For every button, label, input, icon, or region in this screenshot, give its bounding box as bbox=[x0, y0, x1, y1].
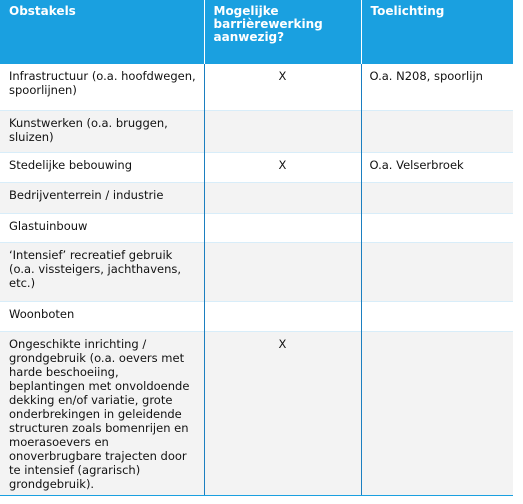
table-row bbox=[0, 182, 513, 213]
table-body bbox=[0, 64, 513, 495]
cell-note bbox=[361, 301, 513, 331]
table-row bbox=[0, 64, 513, 110]
cell-obstacle: ‘Intensief’ recreatief gebruik (o.a. vissteigers, jachthavens, etc.) bbox=[0, 242, 204, 301]
cell-note: O.a. N208, spoorlijn bbox=[361, 64, 513, 110]
cell-present bbox=[204, 182, 361, 213]
cell-present bbox=[204, 213, 361, 242]
cell-obstacle: Ongeschikte inrichting / grondgebruik (o.a. oevers met harde beschoeiing, beplantingen met onvoldoende dekking en/of variatie, grote onderbrekingen in geleidende structuren zoals bomenrijen en moerasoevers en onoverbrugbare trajecten door te intensief (agrarisch) grondgebruik). bbox=[0, 331, 204, 495]
table-row bbox=[0, 242, 513, 301]
table-row bbox=[0, 301, 513, 331]
cell-present bbox=[204, 301, 361, 331]
cell-obstacle: Bedrijventerrein / industrie bbox=[0, 182, 204, 213]
cell-note bbox=[361, 213, 513, 242]
cell-note bbox=[361, 242, 513, 301]
table-header bbox=[0, 0, 513, 64]
table-row bbox=[0, 331, 513, 495]
cell-note bbox=[361, 110, 513, 152]
header-row bbox=[0, 0, 513, 64]
cell-note bbox=[361, 331, 513, 495]
cell-present: X bbox=[204, 331, 361, 495]
header-obstakels: Obstakels bbox=[0, 0, 204, 64]
header-barrierewerking: Mogelijke barrièrewerking aanwezig? bbox=[204, 0, 361, 64]
cell-present bbox=[204, 110, 361, 152]
cell-obstacle: Kunstwerken (o.a. bruggen, sluizen) bbox=[0, 110, 204, 152]
table-row bbox=[0, 152, 513, 182]
table-row bbox=[0, 110, 513, 152]
cell-obstacle: Glastuinbouw bbox=[0, 213, 204, 242]
cell-present: X bbox=[204, 64, 361, 110]
cell-obstacle: Woonboten bbox=[0, 301, 204, 331]
cell-present: X bbox=[204, 152, 361, 182]
table-row bbox=[0, 213, 513, 242]
cell-obstacle: Stedelijke bebouwing bbox=[0, 152, 204, 182]
cell-note: O.a. Velserbroek bbox=[361, 152, 513, 182]
cell-present bbox=[204, 242, 361, 301]
header-toelichting: Toelichting bbox=[361, 0, 513, 64]
cell-note bbox=[361, 182, 513, 213]
cell-obstacle: Infrastructuur (o.a. hoofdwegen, spoorlijnen) bbox=[0, 64, 204, 110]
